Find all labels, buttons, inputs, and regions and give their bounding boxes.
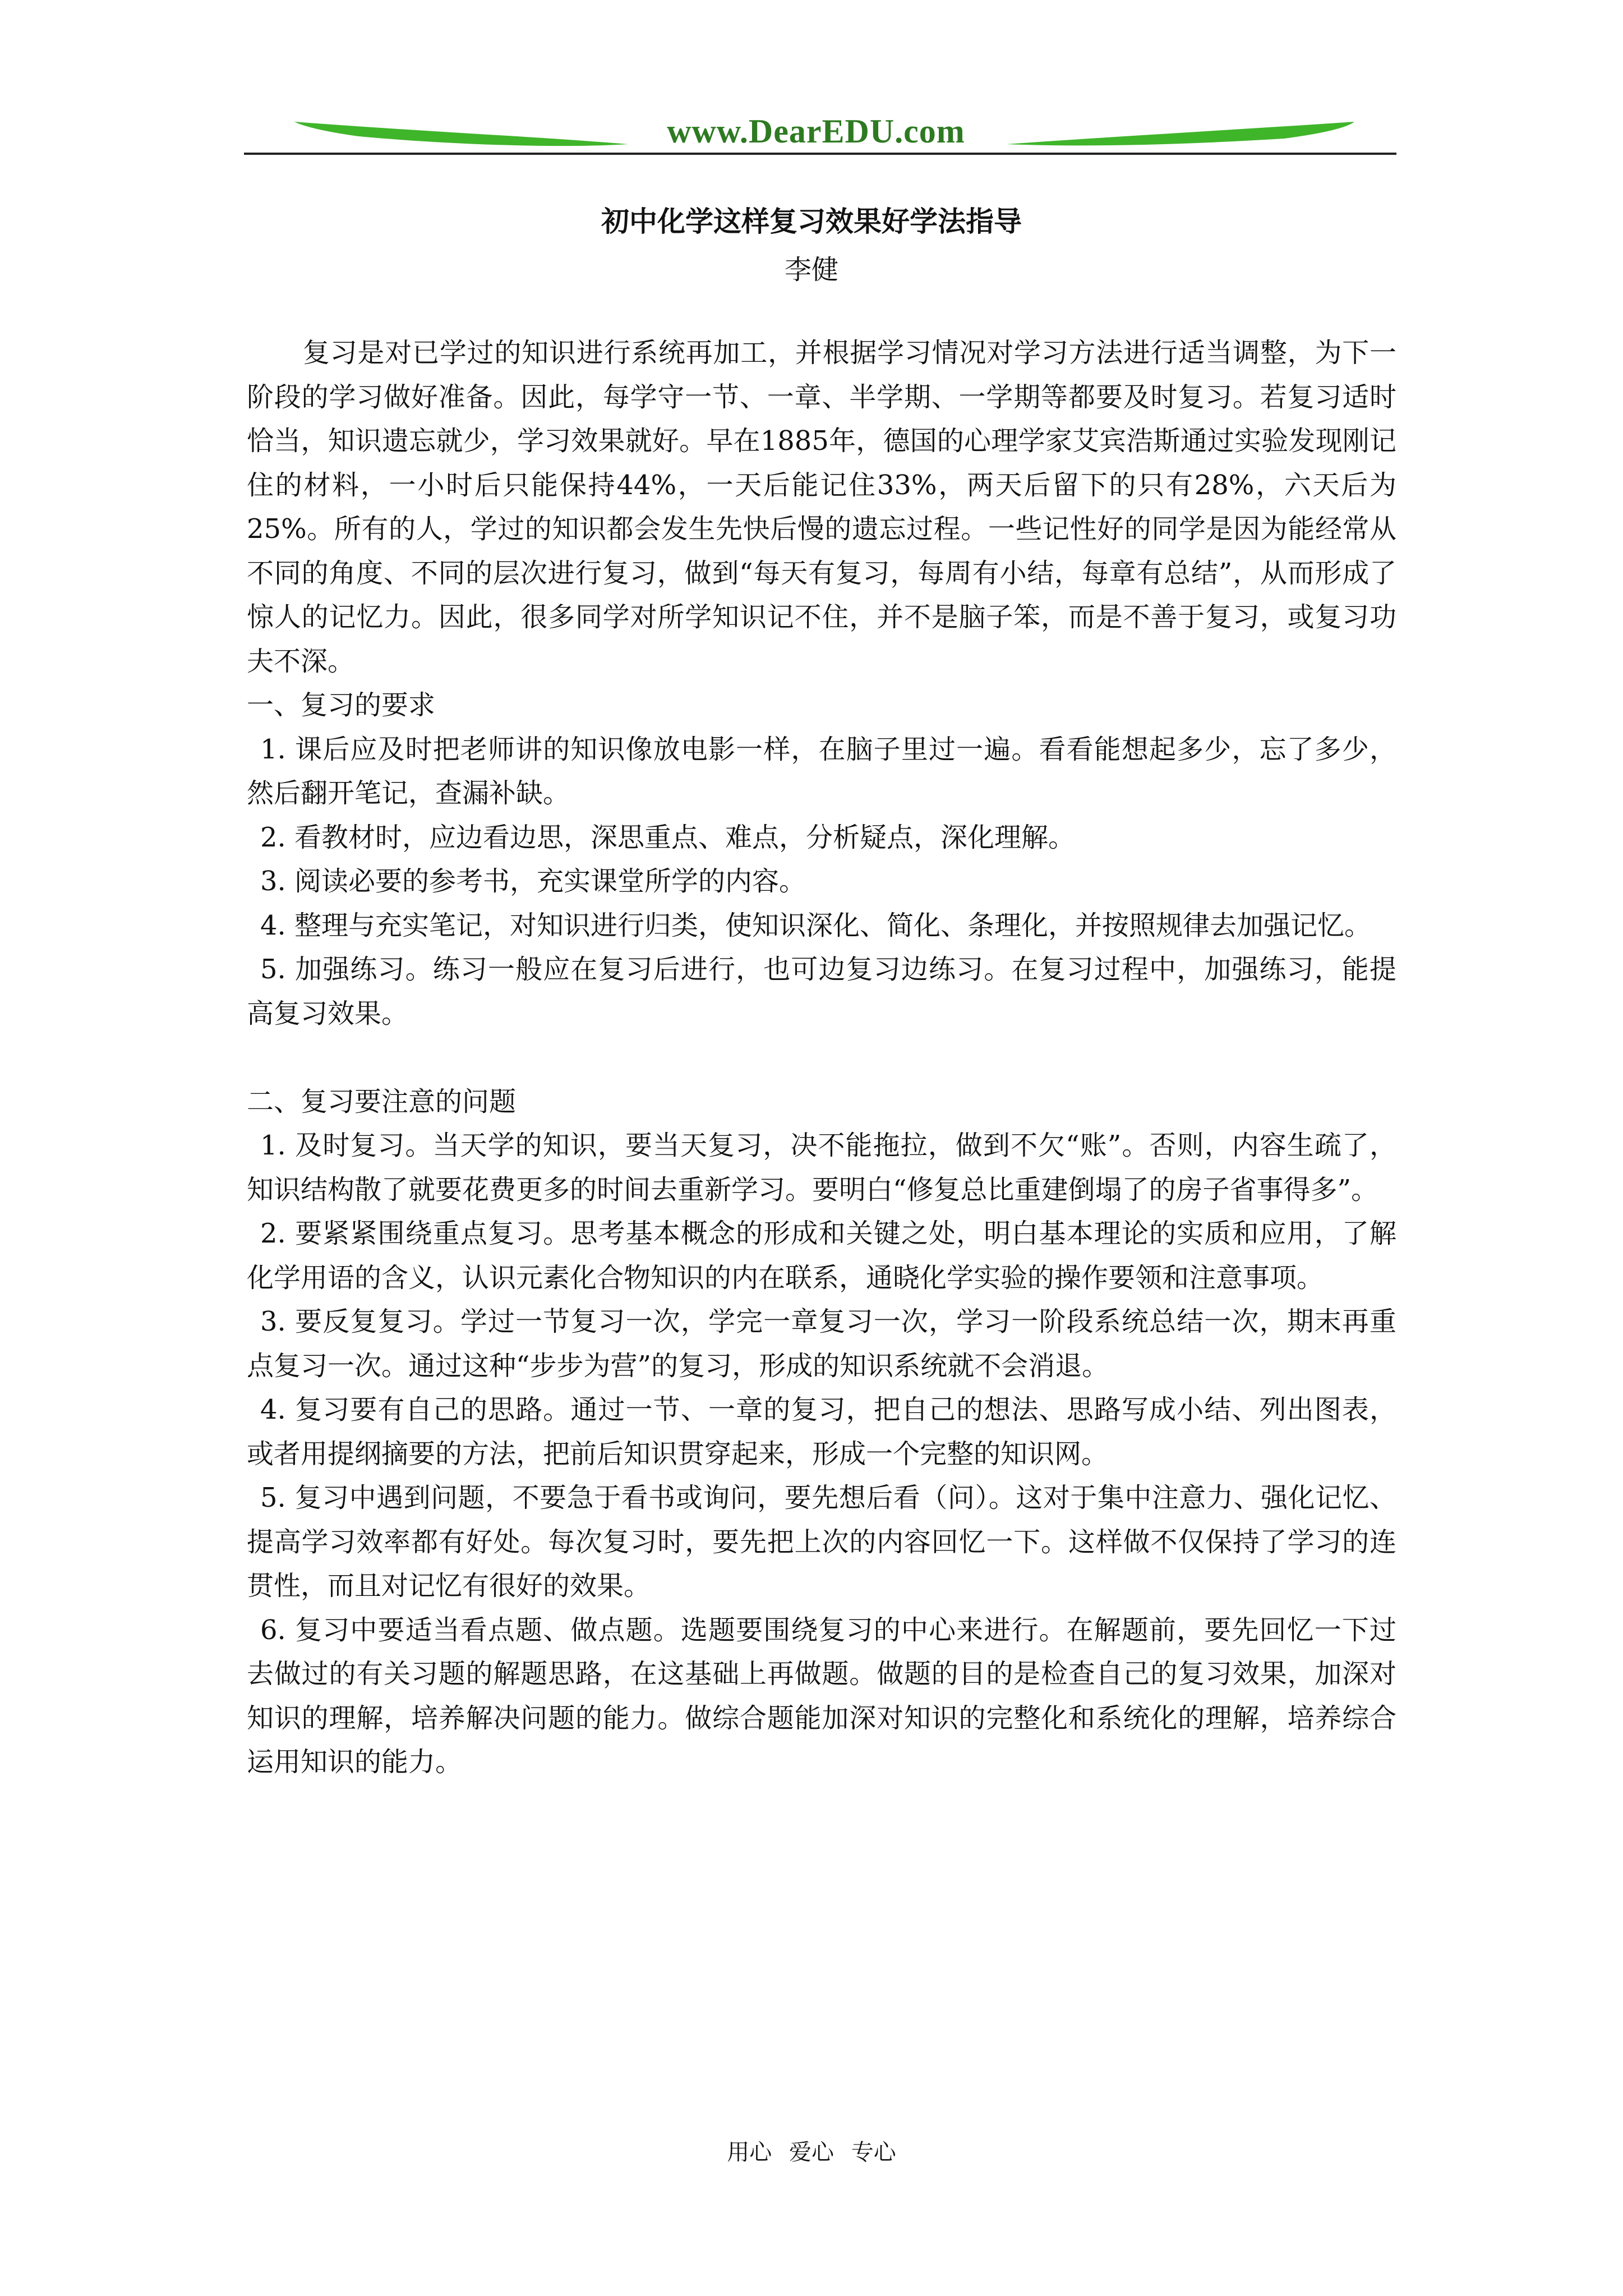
article-author: 李健: [784, 254, 838, 286]
section-heading: 二、复习要注意的问题: [247, 1085, 517, 1117]
article-title: 初中化学这样复习效果好学法指导: [601, 205, 1022, 238]
list-item: 1. 及时复习。当天学的知识，要当天复习，决不能拖拉，做到不欠“账”。否则，内容生疏了，知识结构散了就要花费更多的时间去重新学习。要明白“修复总比重建倒塌了的房子省事得多”。: [247, 1130, 1396, 1205]
header-divider: [244, 153, 1396, 155]
right-swoosh: [1007, 122, 1354, 145]
list-item: 4. 整理与充实笔记，对知识进行归类，使知识深化、简化、条理化，并按照规律去加强记忆。: [260, 909, 1372, 941]
section-heading: 一、复习的要求: [247, 689, 436, 721]
list-item: 6. 复习中要适当看点题、做点题。选题要围绕复习的中心来进行。在解题前，要先回忆一下过去做过的有关习题的解题思路，在这基础上再做题。做题的目的是检查自己的复习效果，加深对知识的理解，培养解决问题的能力。做综合题能加深对知识的完整化和系统化的理解，培养综合运用知识的能力。: [247, 1614, 1396, 1778]
list-item: 3. 要反复复习。学过一节复习一次，学完一章复习一次，学习一阶段系统总结一次，期末再重点复习一次。通过这种“步步为营”的复习，形成的知识系统就不会消退。: [247, 1306, 1396, 1382]
left-swoosh: [294, 122, 628, 146]
list-item: 5. 复习中遇到问题，不要急于看书或询问，要先想后看（问）。这对于集中注意力、强化记忆、提高学习效率都有好处。每次复习时，要先把上次的内容回忆一下。这样做不仅保持了学习的连贯性，而且对记忆有很好的效果。: [247, 1482, 1396, 1602]
article-body: [247, 331, 1396, 1784]
list-item: 5. 加强练习。练习一般应在复习后进行，也可边复习边练习。在复习过程中，加强练习，能提高复习效果。: [247, 954, 1396, 1029]
intro-paragraph: 复习是对已学过的知识进行系统再加工，并根据学习情况对学习方法进行适当调整，为下一阶段的学习做好准备。因此，每学守一节、一章、半学期、一学期等都要及时复习。若复习适时恰当，知识遗忘就少，学习效果就好。早在1885年，德国的心理学家艾宾浩斯通过实验发现刚记住的材料，一小时后只能保持44%，一天后能记住33%，两天后留下的只有28%，六天后为25%。所有的人，学过的知识都会发生先快后慢的遗忘过程。一些记性好的同学是因为能经常从不同的角度、不同的层次进行复习，做到“每天有复习，每周有小结，每章有总结”，从而形成了惊人的记忆力。因此，很多同学对所学知识记不住，并不是脑子笨，而是不善于复习，或复习功夫不深。: [247, 337, 1396, 677]
list-item: 3. 阅读必要的参考书，充实课堂所学的内容。: [260, 866, 806, 897]
site-logo-text: www.DearEDU.com: [667, 113, 965, 150]
list-item: 2. 看教材时，应边看边思，深思重点、难点，分析疑点，深化理解。: [260, 821, 1076, 853]
section-spacer: [247, 1036, 1396, 1080]
list-item: 4. 复习要有自己的思路。通过一节、一章的复习，把自己的想法、思路写成小结、列出图表，或者用提纲摘要的方法，把前后知识贯穿起来，形成一个完整的知识网。: [247, 1394, 1396, 1470]
list-item: 2. 要紧紧围绕重点复习。思考基本概念的形成和关键之处，明白基本理论的实质和应用，了解化学用语的含义，认识元素化合物知识的内在联系，通晓化学实验的操作要领和注意事项。: [247, 1218, 1396, 1294]
page-footer: 用心 爱心 专心: [727, 2139, 896, 2165]
list-item: 1. 课后应及时把老师讲的知识像放电影一样，在脑子里过一遍。看看能想起多少，忘了多少，然后翻开笔记，查漏补缺。: [247, 733, 1396, 809]
